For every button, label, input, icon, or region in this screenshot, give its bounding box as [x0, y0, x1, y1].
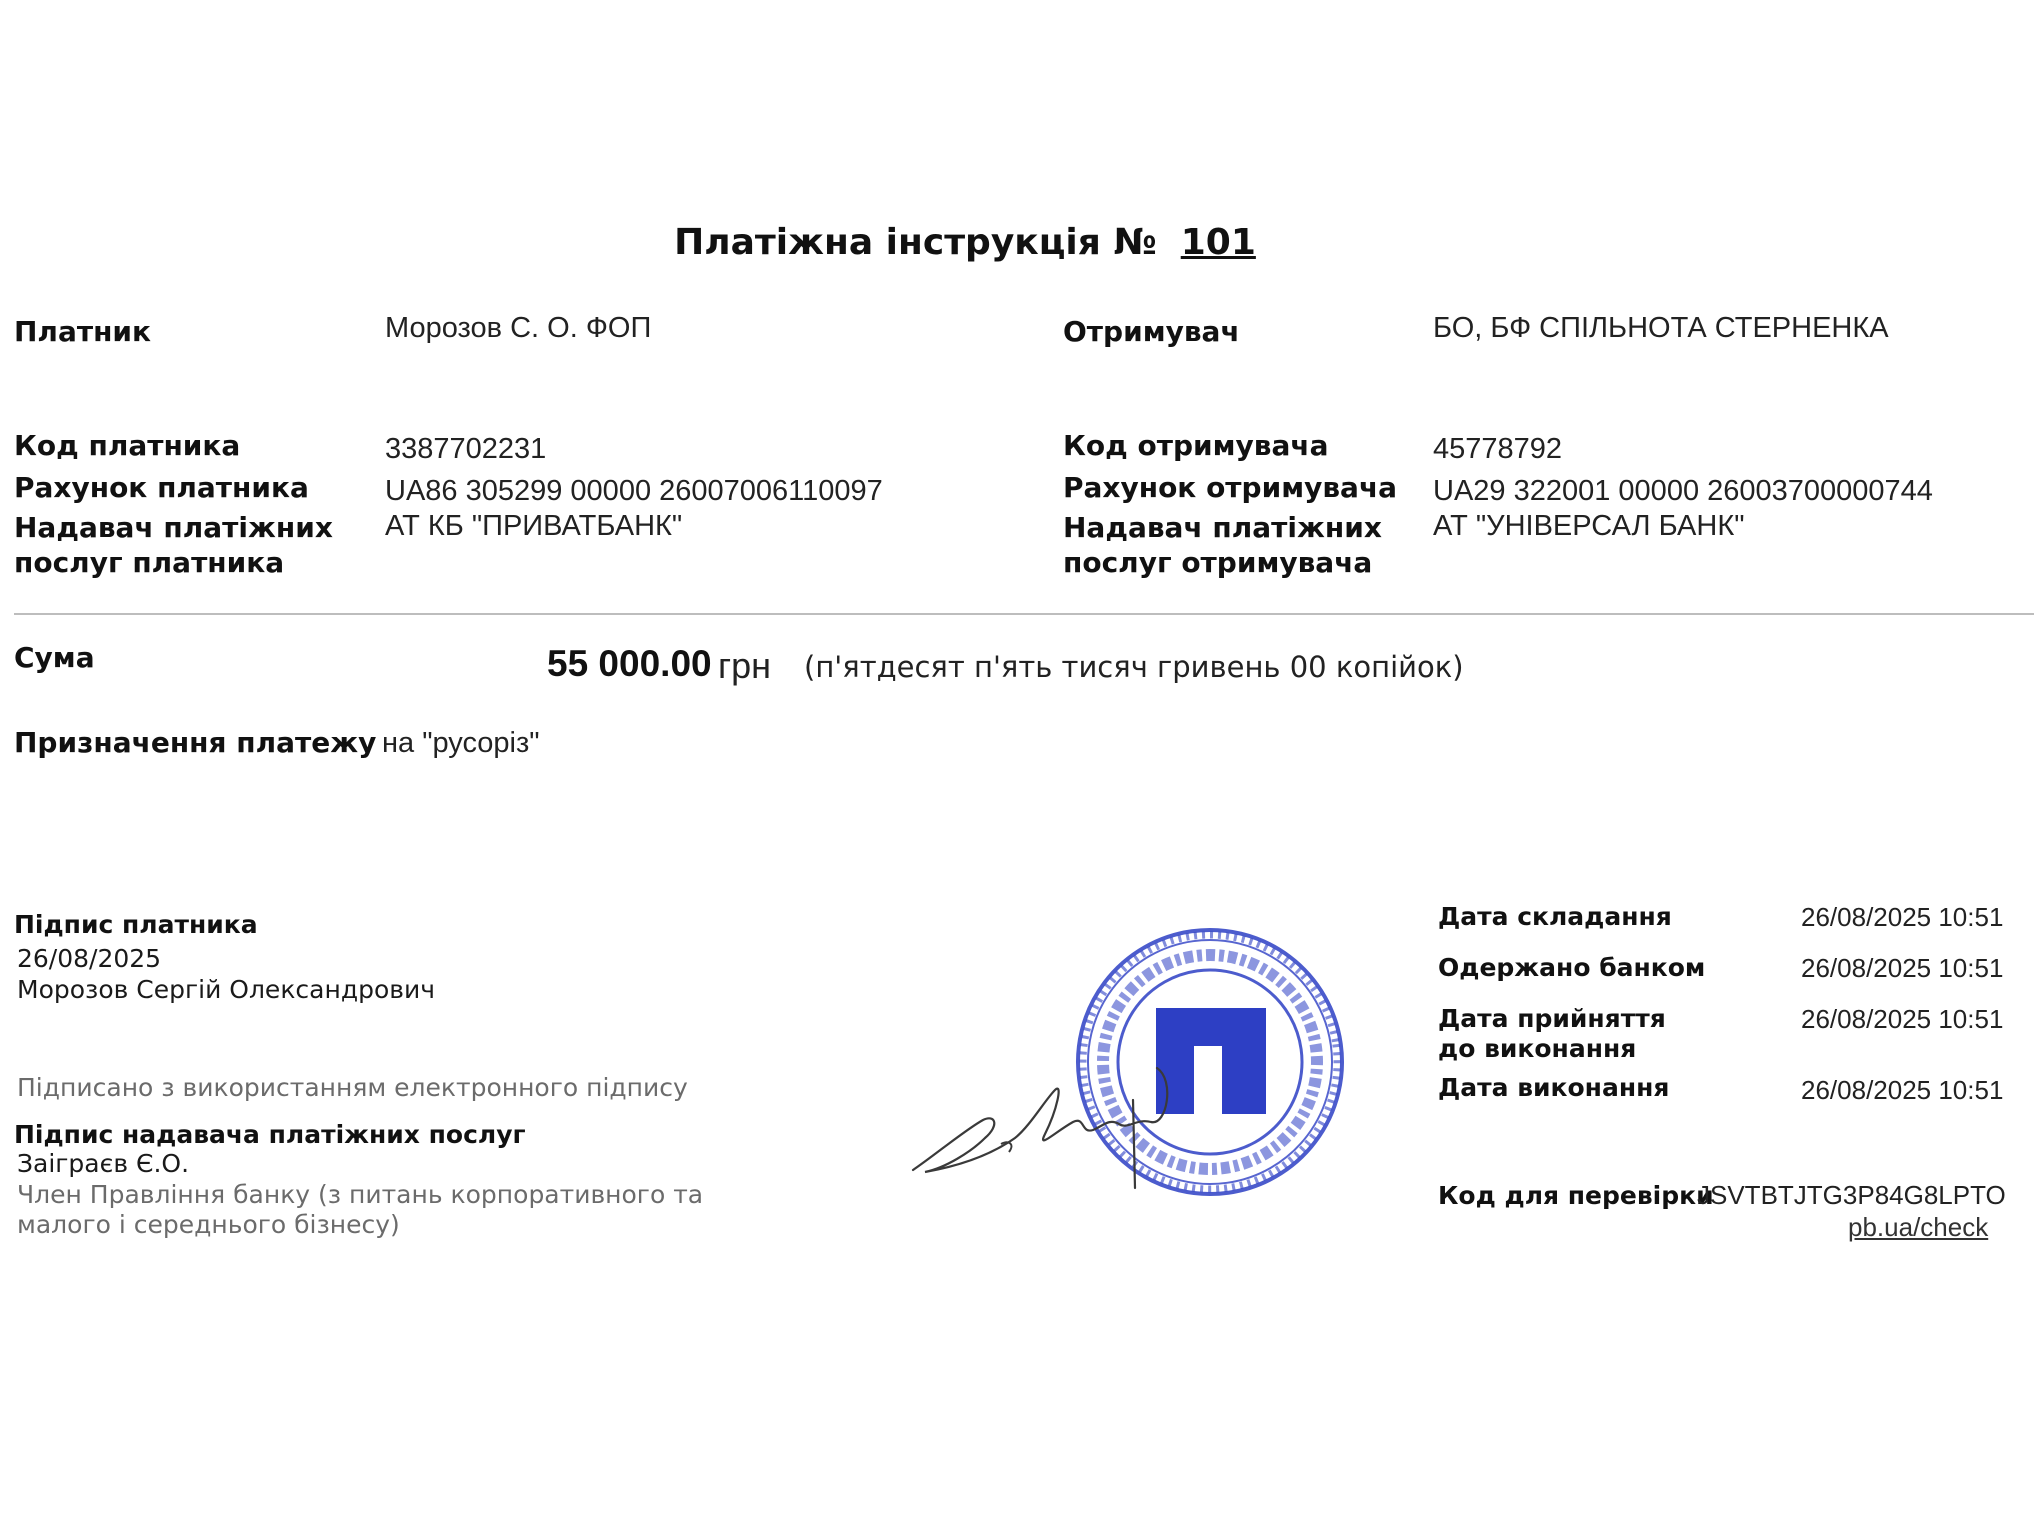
section-divider: [14, 613, 2034, 615]
payer-code: 3387702231: [385, 433, 547, 465]
date-accepted-value: 26/08/2025 10:51: [1801, 1004, 2004, 1034]
payer-provider: АТ КБ "ПРИВАТБАНК": [385, 510, 683, 542]
amount-currency: грн: [718, 645, 772, 686]
payer-name: Морозов С. О. ФОП: [385, 312, 652, 344]
document-title-text: Платіжна інструкція №: [674, 222, 1157, 263]
recipient-account-label: Рахунок отримувача: [1063, 471, 1398, 504]
provider-signature-label: Підпис надавача платіжних послуг: [14, 1120, 526, 1149]
purpose-label: Призначення платежу: [14, 726, 377, 759]
recipient-account: UA29 322001 00000 26003700000744: [1433, 475, 1933, 507]
payer-provider-label-1: Надавач платіжних: [14, 511, 333, 544]
document-title: [0, 222, 1930, 263]
date-accepted-label-2: до виконання: [1438, 1034, 1637, 1063]
payer-signature-name: Морозов Сергій Олександрович: [17, 975, 436, 1004]
date-compiled-label: Дата складання: [1438, 902, 1672, 931]
date-received-label: Одержано банком: [1438, 953, 1706, 982]
date-received-value: 26/08/2025 10:51: [1801, 953, 2004, 983]
date-executed-value: 26/08/2025 10:51: [1801, 1075, 2004, 1105]
date-accepted-label-1: Дата прийняття: [1438, 1004, 1666, 1033]
date-executed-label: Дата виконання: [1438, 1073, 1670, 1102]
date-compiled-value: 26/08/2025 10:51: [1801, 902, 2004, 932]
recipient-code: 45778792: [1433, 433, 1563, 465]
purpose-value: на "русоріз": [382, 727, 540, 759]
provider-signatory-position-2: малого і середнього бізнесу): [17, 1210, 400, 1239]
payer-signature-label: Підпис платника: [14, 910, 258, 939]
payer-code-label: Код платника: [14, 429, 241, 462]
payer-account: UA86 305299 00000 26007006110097: [385, 475, 883, 507]
verification-link[interactable]: pb.ua/check: [1848, 1212, 1989, 1242]
amount-label: Сума: [14, 641, 95, 674]
recipient-provider-label-2: послуг отримувача: [1063, 546, 1373, 579]
recipient-code-label: Код отримувача: [1063, 429, 1329, 462]
verification-code: JSVTBTJTG3P84G8LPTO: [1697, 1180, 2006, 1210]
amount-value: 55 000.00: [547, 643, 712, 684]
payer-signature-date: 26/08/2025: [17, 944, 162, 973]
recipient-provider-label-1: Надавач платіжних: [1063, 511, 1382, 544]
verification-code-label: Код для перевірки: [1438, 1181, 1714, 1210]
payer-provider-label-2: послуг платника: [14, 546, 285, 579]
provider-signatory-name: Заіграєв Є.О.: [17, 1149, 190, 1178]
handwritten-signature: [905, 1060, 1185, 1190]
recipient-provider: АТ "УНІВЕРСАЛ БАНК": [1433, 510, 1745, 542]
electronic-signature-note: Підписано з використанням електронного підпису: [17, 1073, 688, 1102]
recipient-name: БО, БФ СПІЛЬНОТА СТЕРНЕНКА: [1433, 312, 1889, 344]
recipient-label: Отримувач: [1063, 315, 1240, 348]
amount-words: (п'ятдесят п'ять тисяч гривень 00 копійок): [804, 650, 1464, 684]
document-number: 101: [1180, 222, 1256, 263]
payer-account-label: Рахунок платника: [14, 471, 309, 504]
payer-label: Платник: [14, 315, 152, 348]
provider-signatory-position-1: Член Правління банку (з питань корпоративного та: [17, 1180, 704, 1209]
